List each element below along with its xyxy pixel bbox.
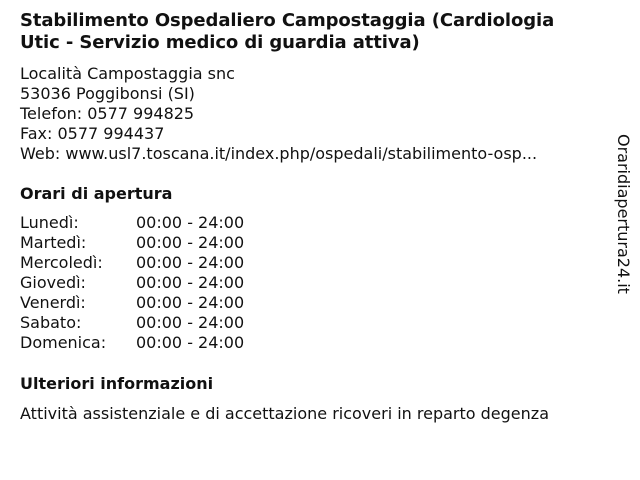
time-range: 00:00 - 24:00 <box>136 253 245 272</box>
time-range: 00:00 - 24:00 <box>136 233 245 252</box>
day-label: Domenica: <box>20 333 107 352</box>
time-range: 00:00 - 24:00 <box>136 213 245 232</box>
hours-row-saturday <box>20 313 244 333</box>
day-label: Sabato: <box>20 313 82 332</box>
day-label: Giovedì: <box>20 273 86 292</box>
hours-row-friday <box>20 293 244 313</box>
time-range: 00:00 - 24:00 <box>136 313 245 332</box>
address-block <box>20 64 537 164</box>
address-street: Località Campostaggia snc <box>20 64 235 83</box>
time-range: 00:00 - 24:00 <box>136 293 245 312</box>
hours-row-monday <box>20 213 244 233</box>
page-title: Stabilimento Ospedaliero Campostaggia (Cardiologia Utic - Servizio medico di guardia attiva) <box>20 10 555 53</box>
phone-number: Telefon: 0577 994825 <box>20 104 195 123</box>
time-range: 00:00 - 24:00 <box>136 333 245 352</box>
hours-row-wednesday <box>20 253 244 273</box>
fax-number: Fax: 0577 994437 <box>20 124 165 143</box>
opening-hours-table <box>20 213 244 353</box>
time-range: 00:00 - 24:00 <box>136 273 245 292</box>
additional-info-text: Attività assistenziale e di accettazione ricoveri in reparto degenza <box>20 404 549 423</box>
hours-row-thursday <box>20 273 244 293</box>
website-link: Web: www.usl7.toscana.it/index.php/ospedali/stabilimento-osp... <box>20 144 538 163</box>
site-watermark: Oraridiapertura24.it <box>614 134 633 294</box>
hours-row-tuesday <box>20 233 244 253</box>
day-label: Mercoledì: <box>20 253 103 272</box>
additional-info-heading: Ulteriori informazioni <box>20 374 214 393</box>
opening-hours-heading: Orari di apertura <box>20 184 173 203</box>
hours-row-sunday <box>20 333 244 353</box>
day-label: Venerdì: <box>20 293 86 312</box>
day-label: Lunedì: <box>20 213 79 232</box>
address-city: 53036 Poggibonsi (SI) <box>20 84 195 103</box>
day-label: Martedì: <box>20 233 87 252</box>
